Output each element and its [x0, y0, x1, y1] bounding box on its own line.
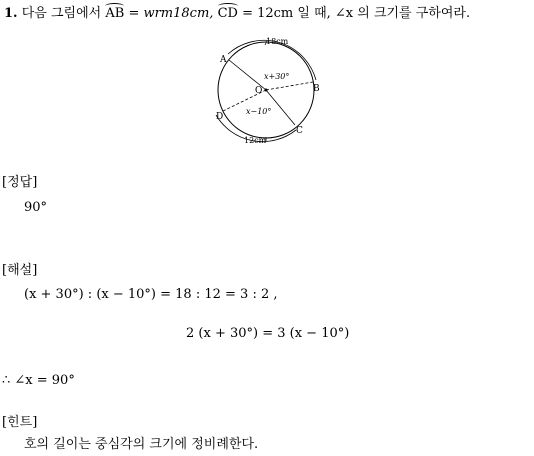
point-d-label: D: [216, 112, 224, 122]
angle-top-label: x+30°: [264, 72, 290, 81]
solution-heading: [해설]: [2, 263, 38, 278]
problem-stem-prefix: 다음 그림에서: [21, 6, 102, 21]
angle-bottom-label: x−10°: [246, 107, 272, 116]
arc-cd-label: CD: [217, 6, 238, 21]
solution-line-2: 2 (x + 30°) = 3 (x − 10°): [186, 326, 350, 341]
answer-value: 90°: [24, 200, 48, 215]
radius-ob: [266, 82, 313, 90]
hint-text: 호의 길이는 중심각의 크기에 정비례한다.: [24, 437, 259, 452]
point-b-label: B: [313, 84, 320, 94]
solution-line-1: (x + 30°) : (x − 10°) = 18 : 12 = 3 : 2 ,: [24, 287, 278, 302]
center-o-label: O: [255, 86, 263, 96]
problem-question: = 12cm 일 때, ∠x 의 크기를 구하여라.: [242, 6, 471, 21]
answer-heading: [정답]: [2, 175, 38, 190]
point-c-label: C: [296, 126, 303, 136]
problem-number: 1.: [4, 6, 18, 21]
point-a-label: A: [220, 55, 227, 65]
solution-line-3: ∴ ∠x = 90°: [2, 373, 75, 388]
arc-ab-length: = wrm18cm,: [128, 6, 214, 21]
arc-top-length: 18cm: [266, 37, 289, 46]
center-point: [265, 89, 268, 92]
hint-heading: [힌트]: [2, 415, 38, 430]
arc-bottom-length: 12cm: [244, 136, 267, 145]
arc-ab-label: AB: [105, 6, 125, 21]
